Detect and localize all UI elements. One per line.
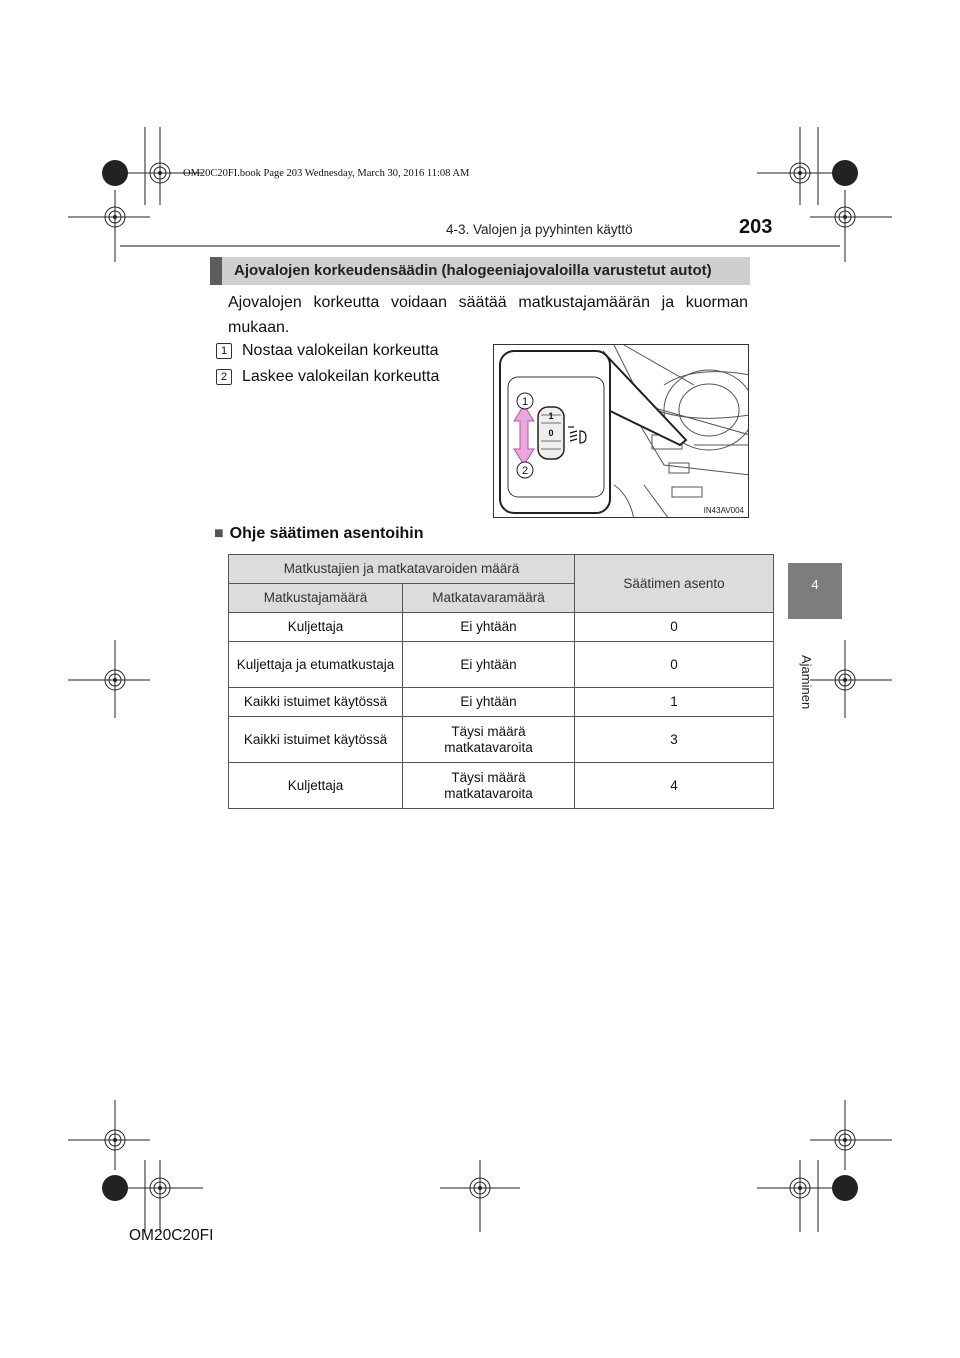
cell-luggage: Ei yhtään	[403, 642, 575, 688]
dashboard-illustration	[494, 345, 749, 518]
figure-code: IN43AV004	[703, 506, 744, 515]
list-item	[216, 342, 439, 360]
subheading-text: Ohje säätimen asentoihin	[229, 525, 424, 542]
callout-1: 1	[521, 396, 529, 408]
cell-passengers: Kuljettaja	[229, 763, 403, 809]
table-header-group: Matkustajien ja matkatavaroiden määrä	[229, 555, 575, 584]
table-header-luggage: Matkatavaramäärä	[403, 584, 575, 613]
section-heading-bar	[210, 257, 750, 285]
page-number: 203	[739, 216, 773, 238]
dial-mark-1: 1	[548, 411, 554, 421]
cell-position: 4	[575, 763, 774, 809]
table-header-position: Säätimen asento	[575, 555, 774, 613]
running-head: 4-3. Valojen ja pyyhinten käyttö	[446, 222, 633, 237]
chapter-number: 4	[811, 577, 819, 592]
table-row	[229, 763, 774, 809]
cell-luggage: Täysi määrä matkatavaroita	[403, 717, 575, 763]
cell-passengers: Kuljettaja ja etumatkustaja	[229, 642, 403, 688]
cell-luggage: Ei yhtään	[403, 613, 575, 642]
item-text: Laskee valokeilan korkeutta	[242, 368, 440, 385]
cell-position: 0	[575, 642, 774, 688]
table-row	[229, 613, 774, 642]
leveling-position-table	[228, 554, 774, 809]
chapter-title-text: Ajaminen	[799, 655, 814, 710]
cell-position: 1	[575, 688, 774, 717]
section-title: Ajovalojen korkeudensäädin (halogeeniajovaloilla varustetut autot)	[234, 262, 712, 279]
table-row	[229, 688, 774, 717]
cell-passengers: Kaikki istuimet käytössä	[229, 688, 403, 717]
cell-position: 0	[575, 613, 774, 642]
chapter-tab	[788, 563, 842, 619]
subheading	[214, 525, 424, 543]
cell-position: 3	[575, 717, 774, 763]
table-row	[229, 642, 774, 688]
item-text: Nostaa valokeilan korkeutta	[242, 342, 439, 359]
footer-code: OM20C20FI	[129, 1227, 214, 1244]
cell-passengers: Kuljettaja	[229, 613, 403, 642]
table-row	[229, 717, 774, 763]
callout-2: 2	[521, 465, 529, 477]
headlight-leveling-dial-figure	[493, 344, 749, 518]
list-item	[216, 368, 439, 386]
header-rule	[120, 245, 840, 247]
book-file-line: OM20C20FI.book Page 203 Wednesday, March 30, 2016 11:08 AM	[183, 168, 470, 179]
cell-passengers: Kaikki istuimet käytössä	[229, 717, 403, 763]
item-number: 1	[216, 343, 232, 359]
intro-paragraph: Ajovalojen korkeutta voidaan säätää matkustajamäärän ja kuorman mukaan.	[228, 294, 748, 336]
chapter-title	[796, 655, 816, 745]
item-number: 2	[216, 369, 232, 385]
dial-mark-0: 0	[548, 428, 554, 438]
cell-luggage: Täysi määrä matkatavaroita	[403, 763, 575, 809]
cell-luggage: Ei yhtään	[403, 688, 575, 717]
table-header-passengers: Matkustajamäärä	[229, 584, 403, 613]
square-bullet-icon: ■	[214, 525, 224, 542]
